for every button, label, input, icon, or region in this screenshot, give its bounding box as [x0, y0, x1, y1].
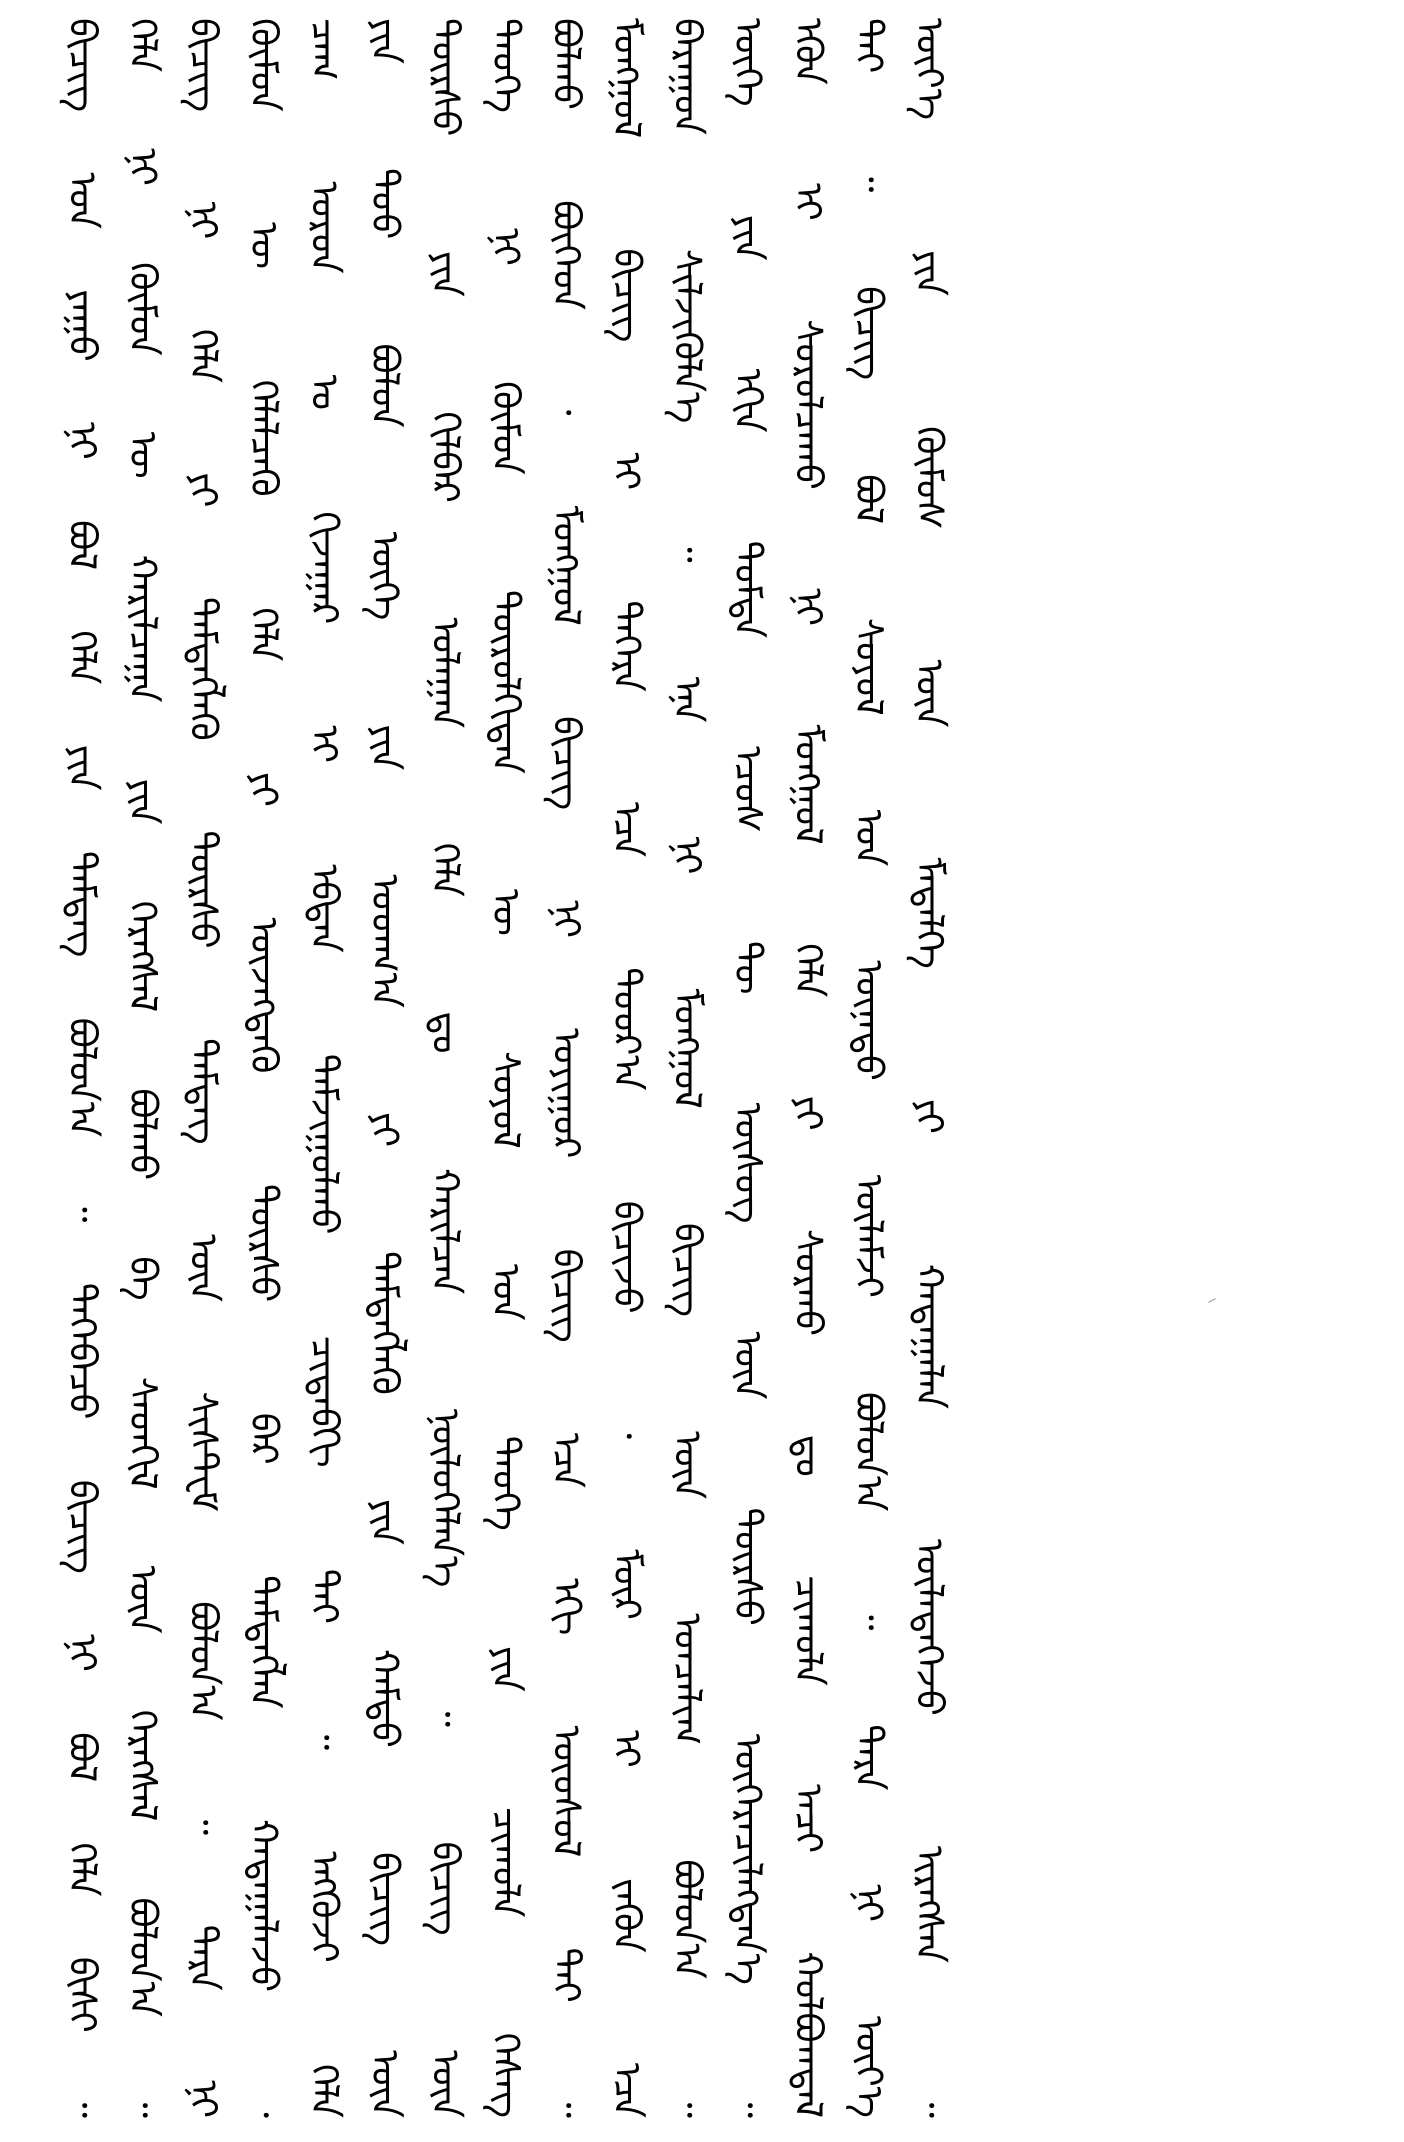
text-column: ᠬᠦᠮᠦᠨ ᠦ ᠬᠡᠯᠡᠯᠴᠡᠬᠦ ᠬᠡᠯᠡ ᠶᠢ ᠦᠵᠡᠭᠳᠡᠬᠦ ᠳᠦᠷᠰᠦ ᠪᠠᠷ ᠲᠡᠮᠳᠡᠭᠯᠡᠨ ᠬᠠᠳᠠᠭᠠᠯᠠᠵᠤ ᠂ [242, 18, 286, 2118]
text-column: ᠡᠭᠦᠨ ᠢ ᠰᠤᠷᠤᠯᠴᠠᠬᠤ ᠨᠢ ᠮᠣᠩᠭᠣᠯ ᠬᠡᠯᠡ ᠶᠢ ᠰᠤᠷᠬᠤ ᠳᠤ ᠴᠢᠬᠤᠯᠠ ᠠᠴᠢ ᠬᠣᠯᠪᠣᠭᠳᠠᠯ [786, 18, 831, 2118]
text-column: ᠬᠡᠯᠡ ᠨᠢ ᠬᠦᠮᠦᠨ ᠦ ᠬᠠᠷᠢᠯᠴᠠᠭᠠ ᠶᠢᠨ ᠬᠡᠷᠡᠭᠰᠡᠯ ᠪᠣᠯᠬᠤ ᠪᠠ ᠰᠡᠳᠬᠢᠯ ᠦᠨ ᠬᠡᠷᠡᠭᠰᠡᠯ ᠪᠣᠯᠤᠨ᠎ᠠ ᠃ [121, 18, 165, 2118]
text-column: ᠲᠠᠢ ᠃ ᠪᠢᠴᠢᠭ᠌ ᠪᠣᠯ ᠰᠣᠶᠣᠯ ᠤᠨ ᠦᠨᠡᠲᠦ ᠦᠯᠡᠮᠵᠢ ᠪᠣᠯᠤᠨ᠎ᠠ ᠃ ᠲᠡᠷᠡ ᠨᠢ ᠦᠶ᠎ᠡ [847, 18, 891, 2118]
text-column: ᠶᠢᠨ ᠳᠤᠤ ᠪᠤᠯᠤᠨ ᠦᠭᠡ ᠶᠢᠨ ᠤᠳᠬ᠎ᠠ ᠶᠢ ᠲᠡᠮᠳᠡᠭᠯᠡᠬᠦ ᠶᠢᠨ ᠬᠠᠮᠲᠤ ᠪᠢᠴᠢᠭ᠌ ᠦᠨ [363, 18, 407, 2118]
mongolian-text-block [52, 18, 1352, 2118]
text-column: ᠪᠢᠴᠢᠭ᠌ ᠤᠨ ᠶᠠᠭᠤ ᠨᠢ ᠪᠣᠯ ᠬᠡᠯᠡ ᠶᠢᠨ ᠲᠡᠮᠳᠡᠭ᠌ ᠪᠣᠯᠤᠨ᠎ᠠ ᠃ ᠲᠡᠭᠡᠪᠡᠴᠦ ᠪᠢᠴᠢᠭ᠌ ᠨᠢ ᠪᠣᠯ ᠬᠡᠯᠡ ᠪᠢᠰᠢ ᠃ [60, 18, 105, 2118]
text-column: ᠴᠠᠭ ᠣᠷᠣᠨ ᠤ ᠬᠢᠵᠠᠭᠠᠷ ᠢ ᠡᠪᠳᠡᠨ ᠳᠠᠮᠵᠢᠭᠤᠯᠬᠤ ᠴᠢᠳᠠᠪᠬᠢ ᠲᠠᠢ ᠃ ᠡᠩᠭᠦᠵᠢ ᠬᠡᠯᠡ [302, 18, 347, 2118]
text-column: ᠪᠢᠴᠢᠭ᠌ ᠨᠢ ᠬᠡᠯᠡ ᠶᠢ ᠲᠡᠮᠳᠡᠭᠯᠡᠬᠦ ᠳᠦᠷᠰᠦ ᠲᠡᠮᠳᠡᠭ᠌ ᠦᠨ ᠰᠢᠰᠲ᠋ᠧᠮ ᠪᠣᠯᠤᠨ᠎ᠠ ᠃ ᠲᠡᠷᠡ ᠨᠢ [181, 18, 226, 2118]
text-column: ᠪᠠᠷᠠᠭᠤᠨ ᠰᠢᠯᠵᠢᠭᠦᠯᠨ᠎ᠡ ᠃ ᠡᠨᠡ ᠨᠢ ᠮᠣᠩᠭᠣᠯ ᠪᠢᠴᠢᠭ᠌ ᠦᠨ ᠣᠨᠴᠠᠯᠢᠭ ᠪᠣᠯᠤᠨ᠎ᠠ ᠃ [665, 18, 710, 2118]
text-column: ᠦᠶ᠎ᠡ ᠶᠢᠨ ᠬᠦᠮᠦᠰ ᠦᠨ ᠮᠡᠳᠡᠯᠭᠡ ᠶᠢ ᠬᠠᠳᠠᠭᠠᠯᠠᠨ ᠦᠯᠡᠳᠡᠭᠡᠵᠦ ᠢᠷᠡᠭᠰᠡᠨ ᠃ [907, 18, 952, 2118]
text-column: ᠳᠦᠷᠰᠦ ᠶᠢᠨ ᠬᠢᠯᠪᠠᠷ ᠤᠯᠠᠭᠠᠨ ᠬᠡᠯᠡ ᠳᠤ ᠬᠠᠷᠢᠯᠴᠠᠨ ᠨᠦᠯᠦᠭᠡᠯᠡᠨ᠎ᠡ ᠃ ᠪᠢᠴᠢᠭ᠌ ᠦᠨ [423, 18, 468, 2118]
text-column: ᠮᠣᠩᠭᠣᠯ ᠪᠢᠴᠢᠭ᠌ ᠢ ᠳᠡᠭᠡᠷᠡ ᠡᠴᠡ ᠳᠣᠣᠷ᠎ᠠ ᠪᠢᠴᠢᠵᠦ ᠂ ᠮᠦᠷ ᠢ ᠵᠡᠭᠦᠨ ᠡᠴᠡ [605, 18, 649, 2118]
text-column: ᠦᠭᠡ ᠶᠢᠨ ᠡᠬᠢᠨ ᠳᠤᠮᠳᠠ ᠡᠴᠦᠰ ᠲᠦ ᠦᠰᠦᠭ ᠦᠨ ᠳᠦᠷᠰᠦ ᠥᠭᠡᠷᠡᠴᠢᠯᠡᠭᠳᠡᠨ᠎ᠡ ᠃ [726, 18, 770, 2118]
text-column: ᠪᠣᠯᠬᠤ ᠪᠥᠭᠡᠳ ᠂ ᠮᠣᠩᠭᠣᠯ ᠪᠢᠴᠢᠭ᠌ ᠨᠢ ᠤᠶᠢᠭᠤᠷ ᠪᠢᠴᠢᠭ᠌ ᠡᠴᠡ ᠡᠬᠢ ᠦᠦᠰᠦᠯ ᠲᠡᠢ ᠃ [544, 18, 589, 2118]
text-column: ᠲᠡᠦᠬᠡ ᠨᠢ ᠬᠦᠮᠦᠨ ᠲᠦᠷᠦᠯᠬᠢᠲᠡᠨ ᠦ ᠰᠣᠶᠣᠯ ᠤᠨ ᠲᠡᠦᠬᠡ ᠶᠢᠨ ᠴᠢᠬᠤᠯᠠ ᠬᠡᠰᠡᠭ [484, 18, 528, 2118]
